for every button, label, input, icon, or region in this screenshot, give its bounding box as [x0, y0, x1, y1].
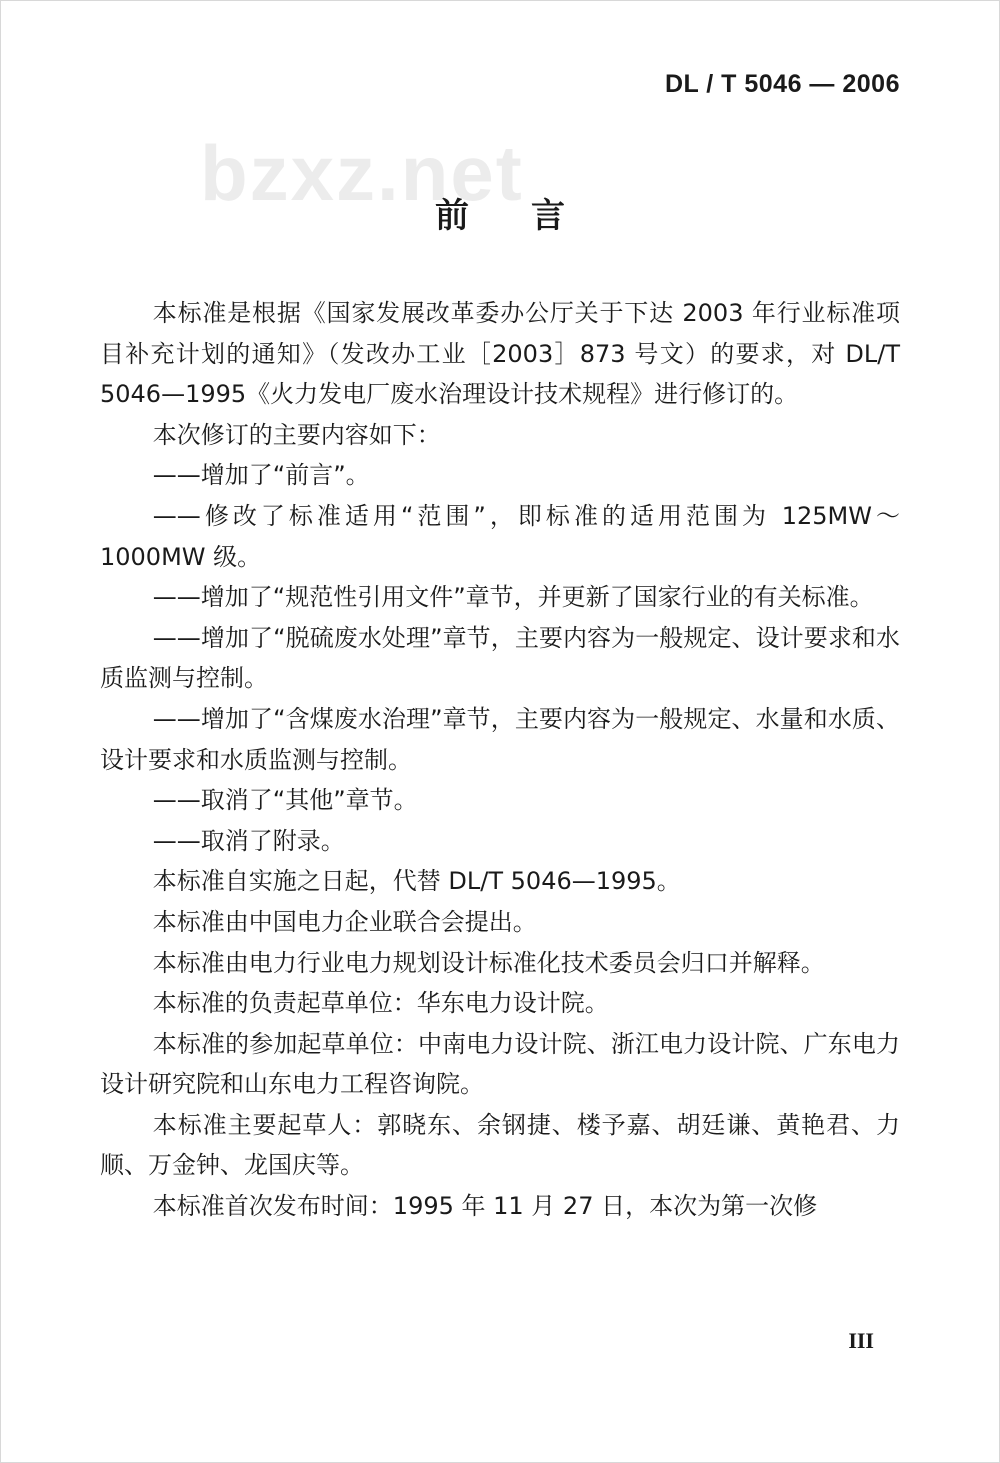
list-item: ——增加了“前言”。 — [152, 461, 370, 490]
paragraph-main-drafters: 本标准主要起草人：郭晓东、余钢捷、楼予嘉、胡廷谦、黄艳君、力顺、万金钟、龙国庆等。 — [100, 1110, 900, 1180]
list-item: ——取消了附录。 — [152, 826, 345, 855]
page-number: III — [848, 1328, 874, 1353]
foreword-body — [100, 293, 900, 1227]
list-item: ——增加了“脱硫废水处理”章节，主要内容为一般规定、设计要求和水质监测与控制。 — [100, 623, 900, 693]
paragraph-proposer: 本标准由中国电力企业联合会提出。 — [152, 907, 537, 936]
paragraph-release-history: 本标准首次发布时间：1995 年 11 月 27 日，本次为第一次修 — [152, 1192, 818, 1221]
list-item: ——取消了“其他”章节。 — [152, 786, 418, 815]
standard-code: DL / T 5046 — 2006 — [664, 70, 900, 98]
paragraph-lead-drafter: 本标准的负责起草单位：华东电力设计院。 — [152, 989, 609, 1018]
paragraph-revision-intro: 本次修订的主要内容如下： — [152, 420, 441, 449]
paragraph-administrator: 本标准由电力行业电力规划设计标准化技术委员会归口并解释。 — [152, 948, 825, 977]
list-item: ——修改了标准适用“范围”，即标准的适用范围为 125MW～1000MW 级。 — [100, 501, 900, 571]
list-item: ——增加了“规范性引用文件”章节，并更新了国家行业的有关标准。 — [152, 583, 874, 612]
paragraph-replaces: 本标准自实施之日起，代替 DL/T 5046—1995。 — [152, 867, 681, 896]
paragraph-basis: 本标准是根据《国家发展改革委办公厅关于下达 2003 年行业标准项目补充计划的通知》（发改办工业［2003］873 号文）的要求，对 DL/T 5046—1995《火力发电厂废水治理设计技术规程》进行修订的。 — [100, 299, 900, 409]
paragraph-participating-drafters: 本标准的参加起草单位：中南电力设计院、浙江电力设计院、广东电力设计研究院和山东电力工程咨询院。 — [100, 1029, 900, 1099]
page-title: 前言 — [435, 196, 627, 236]
list-item: ——增加了“含煤废水治理”章节，主要内容为一般规定、水量和水质、设计要求和水质监测与控制。 — [100, 704, 900, 774]
watermark-text: bzxz.net — [200, 129, 524, 217]
